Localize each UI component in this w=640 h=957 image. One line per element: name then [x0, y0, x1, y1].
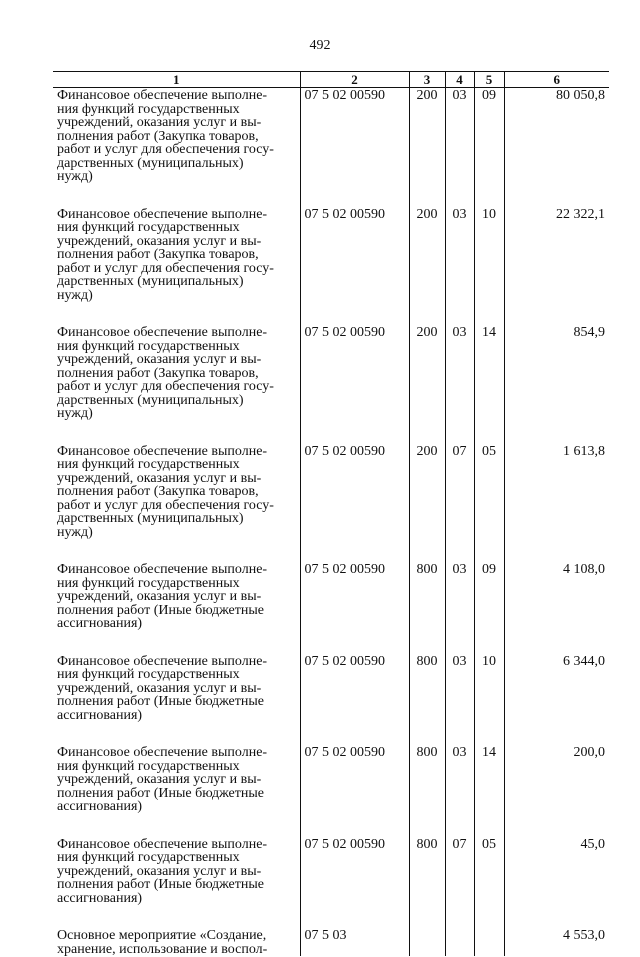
- row-amount-cell: 200,0: [504, 745, 609, 837]
- row-code-cell: 07 5 02 00590: [300, 444, 409, 563]
- row-name-line: Основное мероприятие «Создание,: [57, 928, 267, 943]
- row-col5-cell: 05: [474, 444, 504, 563]
- row-name-line: полнения работ (Иные бюджетные: [57, 785, 265, 801]
- row-name-line: ния функций государственных: [57, 457, 240, 472]
- row-name-line: работ и услуг для обеспечения госу-: [57, 497, 274, 513]
- row-name-line: полнения работ (Иные бюджетные: [57, 694, 265, 709]
- table-row: [53, 928, 609, 956]
- row-name-line: полнения работ (Закупка товаров,: [57, 247, 259, 262]
- row-col3-cell: 800: [409, 654, 445, 746]
- row-name-line: учреждений, оказания услуг и вы-: [57, 589, 262, 604]
- table-row: [53, 444, 609, 563]
- row-col4-cell: 03: [445, 654, 474, 746]
- row-col5-cell: 14: [474, 325, 504, 444]
- row-name-cell: [53, 444, 300, 563]
- row-name-line: полнения работ (Иные бюджетные: [57, 602, 265, 618]
- row-name-line: полнения работ (Закупка товаров,: [57, 365, 259, 381]
- row-name-line: ассигнования): [57, 799, 143, 814]
- row-col3-cell: 200: [409, 325, 445, 444]
- row-name-line: полнения работ (Закупка товаров,: [57, 484, 259, 499]
- row-name-line: ассигнования): [57, 616, 143, 631]
- row-name-line: работ и услуг для обеспечения госу-: [57, 260, 274, 276]
- row-name-line: нужд): [57, 524, 93, 540]
- row-name-line: учреждений, оказания услуг и вы-: [57, 863, 262, 879]
- table-row: [53, 745, 609, 837]
- budget-table: [53, 71, 609, 956]
- row-name-line: работ и услуг для обеспечения госу-: [57, 379, 274, 394]
- row-name-cell: [53, 88, 300, 207]
- row-name-cell: [53, 654, 300, 746]
- row-code-cell: 07 5 02 00590: [300, 745, 409, 837]
- row-name-line: ния функций государственных: [57, 338, 240, 354]
- row-col3-cell: 200: [409, 207, 445, 326]
- row-name-line: ния функций государственных: [57, 575, 240, 591]
- row-name-cell: [53, 207, 300, 326]
- page-number: 492: [309, 38, 331, 53]
- row-code-cell: 07 5 02 00590: [300, 562, 409, 654]
- row-col5-cell: 09: [474, 562, 504, 654]
- row-code-cell: 07 5 02 00590: [300, 837, 409, 929]
- row-name-line: учреждений, оказания услуг и вы-: [57, 233, 262, 249]
- table-row: [53, 88, 609, 207]
- row-amount-cell: 4 553,0: [504, 928, 609, 956]
- row-name-line: учреждений, оказания услуг и вы-: [57, 772, 262, 787]
- row-col5-cell: 10: [474, 207, 504, 326]
- row-name-cell: [53, 837, 300, 929]
- row-amount-cell: 1 613,8: [504, 444, 609, 563]
- row-name-line: дарственных (муниципальных): [57, 392, 244, 408]
- row-col3-cell: 800: [409, 562, 445, 654]
- row-code-cell: 07 5 02 00590: [300, 325, 409, 444]
- column-header: 2: [300, 72, 409, 88]
- row-name-line: ния функций государственных: [57, 850, 240, 865]
- table-body: [53, 88, 609, 957]
- row-name-line: учреждений, оказания услуг и вы-: [57, 352, 262, 367]
- row-name-line: Финансовое обеспечение выполне-: [57, 653, 268, 669]
- row-name-line: учреждений, оказания услуг и вы-: [57, 680, 262, 696]
- row-name-line: дарственных (муниципальных): [57, 274, 244, 289]
- row-name-line: хранение, использование и воспол-: [57, 941, 268, 957]
- row-col5-cell: 10: [474, 654, 504, 746]
- row-name-line: Финансовое обеспечение выполне-: [57, 206, 268, 222]
- row-col5-cell: 09: [474, 88, 504, 207]
- row-amount-cell: 80 050,8: [504, 88, 609, 207]
- row-name-cell: [53, 745, 300, 837]
- row-col4-cell: 07: [445, 837, 474, 929]
- column-header: 1: [53, 72, 300, 88]
- column-header: 4: [445, 72, 474, 88]
- row-name-line: учреждений, оказания услуг и вы-: [57, 115, 262, 130]
- column-header: 5: [474, 72, 504, 88]
- row-col3-cell: [409, 928, 445, 956]
- row-name-cell: [53, 562, 300, 654]
- row-name-line: Финансовое обеспечение выполне-: [57, 88, 268, 103]
- column-header: 3: [409, 72, 445, 88]
- table-row: [53, 325, 609, 444]
- row-name-line: Финансовое обеспечение выполне-: [57, 443, 268, 459]
- row-code-cell: 07 5 02 00590: [300, 654, 409, 746]
- row-name-line: учреждений, оказания услуг и вы-: [57, 470, 262, 486]
- row-amount-cell: 6 344,0: [504, 654, 609, 746]
- row-col5-cell: [474, 928, 504, 956]
- row-name-line: дарственных (муниципальных): [57, 155, 244, 171]
- row-name-line: работ и услуг для обеспечения госу-: [57, 142, 274, 157]
- row-name-line: ассигнования): [57, 890, 143, 906]
- row-col4-cell: 03: [445, 562, 474, 654]
- row-col4-cell: 03: [445, 88, 474, 207]
- row-name-line: ния функций государственных: [57, 667, 240, 682]
- row-name-line: ния функций государственных: [57, 220, 240, 235]
- row-col4-cell: 03: [445, 745, 474, 837]
- row-name-line: нужд): [57, 287, 93, 303]
- row-code-cell: 07 5 02 00590: [300, 88, 409, 207]
- row-name-line: Финансовое обеспечение выполне-: [57, 325, 268, 340]
- table-row: [53, 654, 609, 746]
- table-row: [53, 562, 609, 654]
- table-header-row: [53, 72, 609, 88]
- row-name-line: полнения работ (Закупка товаров,: [57, 128, 259, 144]
- row-col3-cell: 200: [409, 444, 445, 563]
- row-amount-cell: 854,9: [504, 325, 609, 444]
- row-name-line: полнения работ (Иные бюджетные: [57, 877, 265, 892]
- row-name-line: Финансовое обеспечение выполне-: [57, 745, 268, 760]
- row-name-line: нужд): [57, 406, 93, 421]
- row-name-line: дарственных (муниципальных): [57, 511, 244, 526]
- row-name-line: Финансовое обеспечение выполне-: [57, 562, 268, 577]
- row-col3-cell: 200: [409, 88, 445, 207]
- row-name-cell: [53, 928, 300, 956]
- row-col5-cell: 14: [474, 745, 504, 837]
- row-amount-cell: 4 108,0: [504, 562, 609, 654]
- table-row: [53, 207, 609, 326]
- row-col3-cell: 800: [409, 837, 445, 929]
- row-name-cell: [53, 325, 300, 444]
- row-col4-cell: 03: [445, 207, 474, 326]
- row-code-cell: 07 5 02 00590: [300, 207, 409, 326]
- row-name-line: ния функций государственных: [57, 758, 240, 774]
- row-name-line: Финансовое обеспечение выполне-: [57, 836, 268, 852]
- row-col5-cell: 05: [474, 837, 504, 929]
- row-amount-cell: 45,0: [504, 837, 609, 929]
- row-col4-cell: 07: [445, 444, 474, 563]
- column-header: 6: [504, 72, 609, 88]
- table-row: [53, 837, 609, 929]
- row-col4-cell: [445, 928, 474, 956]
- row-col4-cell: 03: [445, 325, 474, 444]
- row-name-line: ния функций государственных: [57, 101, 240, 117]
- row-name-line: ассигнования): [57, 707, 143, 723]
- row-amount-cell: 22 322,1: [504, 207, 609, 326]
- row-col3-cell: 800: [409, 745, 445, 837]
- row-name-line: нужд): [57, 169, 93, 184]
- row-code-cell: 07 5 03: [300, 928, 409, 956]
